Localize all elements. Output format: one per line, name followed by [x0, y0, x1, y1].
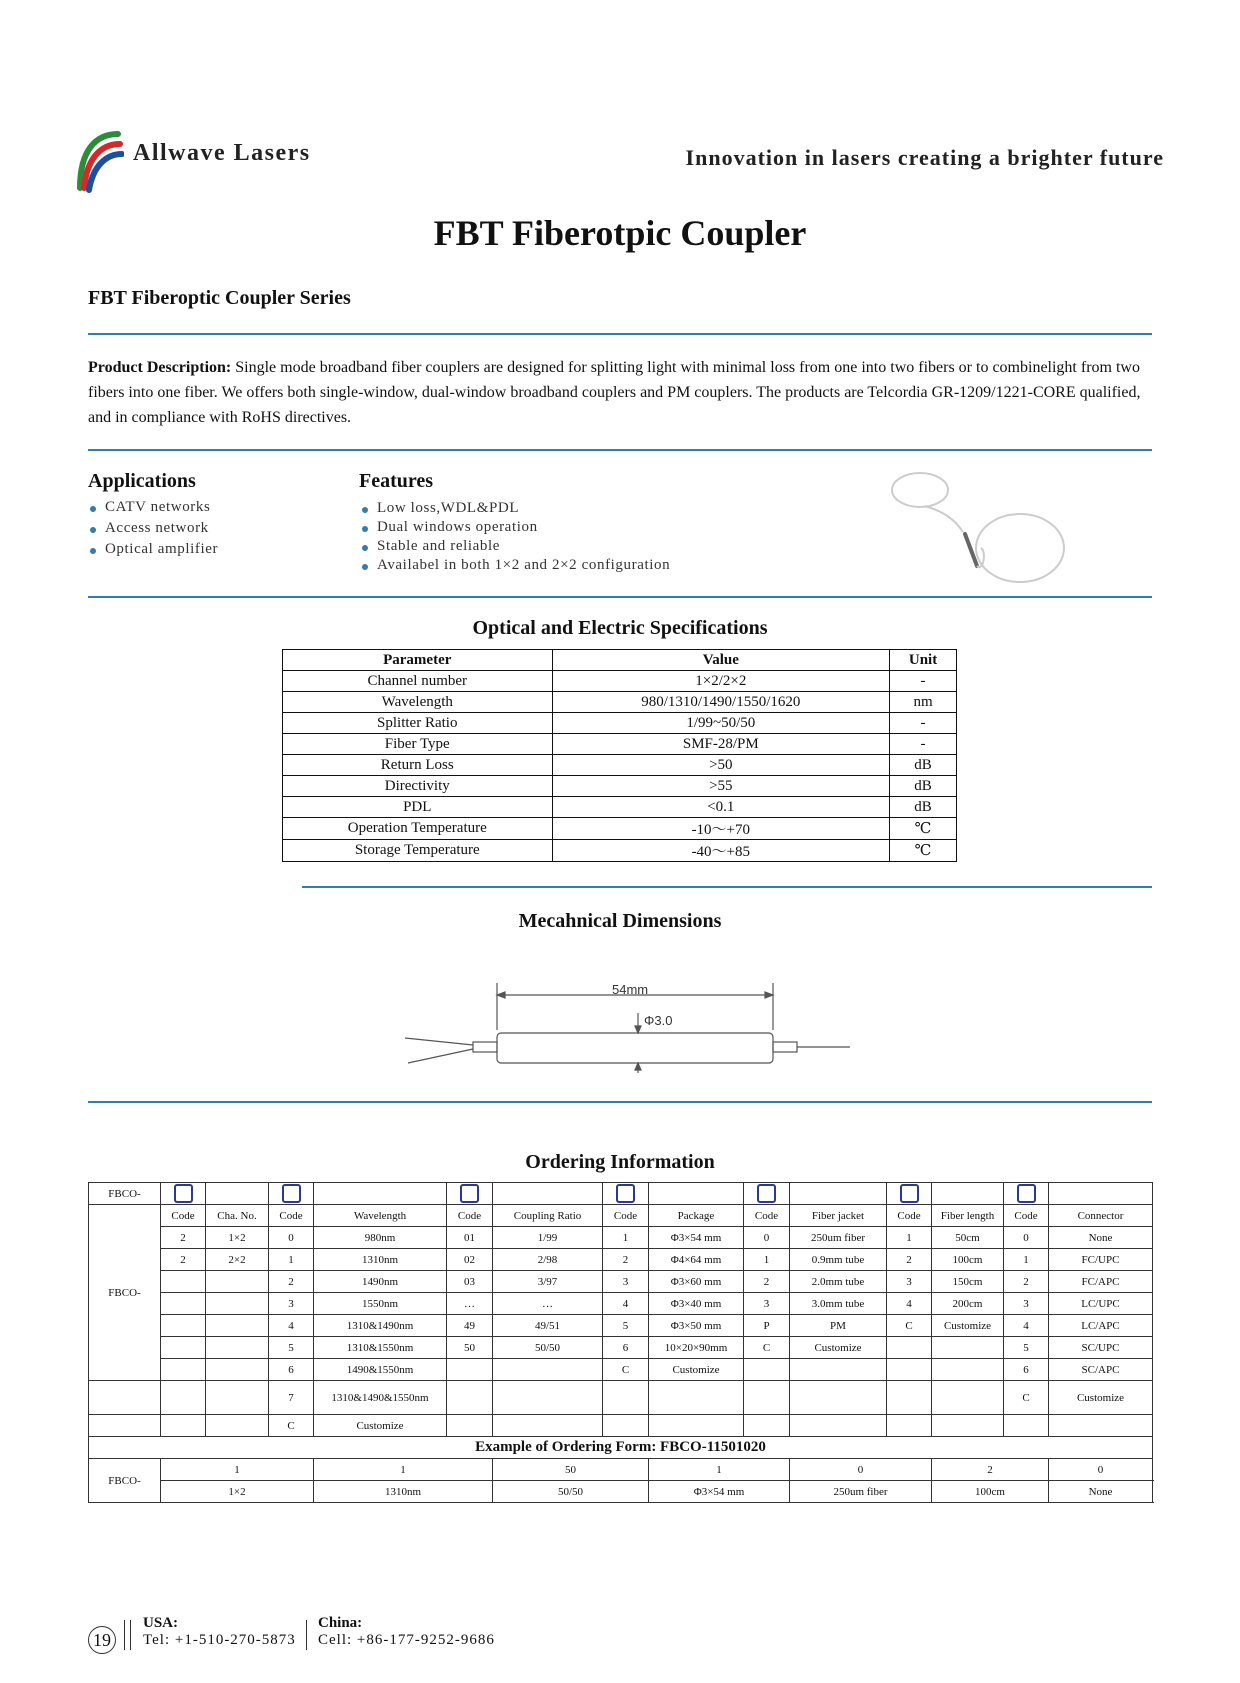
table-header: Code	[603, 1205, 649, 1227]
table-cell: 980/1310/1490/1550/1620	[552, 692, 890, 713]
table-cell	[161, 1315, 206, 1337]
table-cell: Storage Temperature	[283, 840, 553, 862]
example-title-row	[89, 1437, 1153, 1459]
list-item: CATV networks	[88, 499, 218, 520]
usa-contact	[143, 1615, 296, 1649]
table-cell: 3	[603, 1271, 649, 1293]
table-cell: Φ4×64 mm	[649, 1249, 744, 1271]
coupler-product-image	[885, 462, 1070, 587]
table-cell: -	[890, 734, 957, 755]
table-cell	[206, 1337, 269, 1359]
table-header: Code	[447, 1205, 493, 1227]
table-cell: LC/APC	[1049, 1315, 1153, 1337]
table-row	[89, 1359, 1153, 1381]
table-cell: 100cm	[932, 1249, 1004, 1271]
code-checkbox[interactable]	[900, 1184, 919, 1203]
table-cell: 1	[744, 1249, 790, 1271]
table-cell: None	[1049, 1227, 1153, 1249]
checkbox-cell	[1004, 1183, 1049, 1205]
table-cell: 0.9mm tube	[790, 1249, 887, 1271]
features-heading: Features	[359, 470, 434, 492]
table-row	[89, 1337, 1153, 1359]
tagline: Innovation in lasers creating a brighter future	[685, 145, 1164, 170]
table-cell: 1	[603, 1227, 649, 1249]
table-cell: 50/50	[493, 1481, 649, 1503]
code-checkbox[interactable]	[757, 1184, 776, 1203]
table-cell: 2	[744, 1271, 790, 1293]
table-header: Value	[552, 650, 890, 671]
specs-title: Optical and Electric Specifications	[472, 617, 768, 639]
table-cell: 4	[1004, 1315, 1049, 1337]
table-cell: …	[493, 1293, 603, 1315]
table-row	[283, 755, 957, 776]
table-row	[89, 1183, 1153, 1205]
divider	[88, 449, 1152, 451]
table-cell	[1049, 1183, 1153, 1205]
table-cell	[887, 1415, 932, 1437]
table-row	[89, 1481, 1153, 1503]
table-cell: 1/99	[493, 1227, 603, 1249]
table-cell: 01	[447, 1227, 493, 1249]
series-title: FBT Fiberoptic Coupler Series	[88, 287, 351, 309]
table-cell: 2×2	[206, 1249, 269, 1271]
table-cell	[932, 1359, 1004, 1381]
table-cell	[493, 1381, 603, 1415]
checkbox-cell	[161, 1183, 206, 1205]
table-header: Coupling Ratio	[493, 1205, 603, 1227]
prefix-cell: FBCO-	[89, 1459, 161, 1503]
table-cell: 1×2	[206, 1227, 269, 1249]
table-cell: 150cm	[932, 1271, 1004, 1293]
table-cell: >50	[552, 755, 890, 776]
table-cell: dB	[890, 797, 957, 818]
table-cell: 0	[1004, 1227, 1049, 1249]
table-cell	[206, 1415, 269, 1437]
table-cell: Customize	[1049, 1381, 1153, 1415]
divider	[88, 1101, 1152, 1103]
checkbox-cell	[269, 1183, 314, 1205]
table-cell	[493, 1183, 603, 1205]
table-cell: 02	[447, 1249, 493, 1271]
table-cell	[790, 1183, 887, 1205]
table-cell: 3/97	[493, 1271, 603, 1293]
usa-phone: Tel: +1-510-270-5873	[143, 1632, 296, 1648]
table-header: Code	[269, 1205, 314, 1227]
table-cell: 1310&1490&1550nm	[314, 1381, 447, 1415]
table-cell: Φ3×54 mm	[649, 1481, 790, 1503]
company-logo	[74, 128, 124, 200]
mechanical-title: Mecahnical Dimensions	[518, 910, 722, 932]
table-header: Code	[744, 1205, 790, 1227]
table-row	[283, 840, 957, 862]
table-cell: 1550nm	[314, 1293, 447, 1315]
list-item: Availabel in both 1×2 and 2×2 configuration	[360, 557, 670, 576]
table-row	[89, 1227, 1153, 1249]
table-cell: 0	[790, 1459, 932, 1481]
table-cell	[161, 1293, 206, 1315]
footer-separator	[124, 1620, 131, 1650]
table-cell: -40～+85	[552, 840, 890, 862]
china-phone: Cell: +86-177-9252-9686	[318, 1632, 495, 1648]
table-cell: 3.0mm tube	[790, 1293, 887, 1315]
table-cell: C	[269, 1415, 314, 1437]
table-cell: Splitter Ratio	[283, 713, 553, 734]
table-cell	[649, 1415, 744, 1437]
divider	[88, 333, 1152, 335]
table-cell: 200cm	[932, 1293, 1004, 1315]
table-cell: 980nm	[314, 1227, 447, 1249]
table-row	[89, 1459, 1153, 1481]
table-cell: 1×2/2×2	[552, 671, 890, 692]
table-cell: C	[1004, 1381, 1049, 1415]
table-cell	[314, 1183, 447, 1205]
table-cell: 0	[1049, 1459, 1153, 1481]
table-header: Code	[1004, 1205, 1049, 1227]
table-cell	[161, 1337, 206, 1359]
table-cell	[744, 1415, 790, 1437]
table-cell: 7	[269, 1381, 314, 1415]
table-header: Parameter	[283, 650, 553, 671]
table-cell: 4	[887, 1293, 932, 1315]
features-list	[360, 500, 670, 576]
company-name: Allwave Lasers	[133, 140, 311, 166]
table-cell: 5	[603, 1315, 649, 1337]
table-cell: 100cm	[932, 1481, 1049, 1503]
table-cell: 1310&1550nm	[314, 1337, 447, 1359]
table-cell: 3	[269, 1293, 314, 1315]
table-cell: 2	[887, 1249, 932, 1271]
mechanical-drawing	[400, 975, 860, 1085]
table-header: Wavelength	[314, 1205, 447, 1227]
table-cell: dB	[890, 776, 957, 797]
description-label: Product Description:	[88, 359, 232, 376]
table-cell	[206, 1271, 269, 1293]
table-cell: …	[447, 1293, 493, 1315]
page-title: FBT Fiberotpic Coupler	[433, 213, 807, 253]
table-cell: C	[744, 1337, 790, 1359]
table-cell: -	[890, 713, 957, 734]
table-cell	[649, 1183, 744, 1205]
table-header-row	[89, 1205, 1153, 1227]
table-cell: 4	[603, 1293, 649, 1315]
table-cell: Channel number	[283, 671, 553, 692]
table-cell: 2/98	[493, 1249, 603, 1271]
table-row	[89, 1415, 1153, 1437]
table-cell	[932, 1183, 1004, 1205]
table-row	[89, 1249, 1153, 1271]
table-cell: 49	[447, 1315, 493, 1337]
table-cell: Operation Temperature	[283, 818, 553, 840]
table-cell: Customize	[314, 1415, 447, 1437]
table-cell	[206, 1315, 269, 1337]
table-cell	[887, 1381, 932, 1415]
list-item: Stable and reliable	[360, 538, 670, 557]
table-cell: 50	[447, 1337, 493, 1359]
table-cell: 5	[269, 1337, 314, 1359]
table-cell: SC/APC	[1049, 1359, 1153, 1381]
list-item: Dual windows operation	[360, 519, 670, 538]
table-cell: 6	[1004, 1359, 1049, 1381]
code-checkbox[interactable]	[1017, 1184, 1036, 1203]
prefix-cell: FBCO-	[89, 1205, 161, 1381]
table-cell: SC/UPC	[1049, 1337, 1153, 1359]
table-cell	[1049, 1415, 1153, 1437]
table-cell: LC/UPC	[1049, 1293, 1153, 1315]
table-header: Fiber jacket	[790, 1205, 887, 1227]
table-cell	[89, 1415, 161, 1437]
table-cell: 1	[887, 1227, 932, 1249]
applications-heading: Applications	[88, 470, 196, 492]
table-cell: 50	[493, 1459, 649, 1481]
table-cell: 1×2	[161, 1481, 314, 1503]
table-cell: 1310nm	[314, 1481, 493, 1503]
table-cell: -	[890, 671, 957, 692]
table-cell	[493, 1415, 603, 1437]
table-cell	[603, 1415, 649, 1437]
specs-table	[282, 649, 957, 862]
table-cell: SMF-28/PM	[552, 734, 890, 755]
table-row	[89, 1271, 1153, 1293]
table-cell	[161, 1359, 206, 1381]
table-cell: >55	[552, 776, 890, 797]
table-header: Code	[887, 1205, 932, 1227]
table-cell: Φ3×60 mm	[649, 1271, 744, 1293]
table-cell: 6	[603, 1337, 649, 1359]
table-cell: 03	[447, 1271, 493, 1293]
checkbox-cell	[887, 1183, 932, 1205]
table-cell: 0	[744, 1227, 790, 1249]
list-item: Low loss,WDL&PDL	[360, 500, 670, 519]
code-checkbox[interactable]	[174, 1184, 193, 1203]
table-cell	[161, 1381, 206, 1415]
table-cell	[206, 1183, 269, 1205]
china-label: China:	[318, 1615, 363, 1631]
checkbox-cell	[744, 1183, 790, 1205]
table-cell: Fiber Type	[283, 734, 553, 755]
table-cell: P	[744, 1315, 790, 1337]
table-cell: 1	[314, 1459, 493, 1481]
table-cell: <0.1	[552, 797, 890, 818]
table-cell: 1	[1004, 1249, 1049, 1271]
table-cell: 5	[1004, 1337, 1049, 1359]
table-cell	[887, 1337, 932, 1359]
table-cell: 1	[269, 1249, 314, 1271]
table-row	[283, 713, 957, 734]
table-cell	[447, 1381, 493, 1415]
table-cell: Wavelength	[283, 692, 553, 713]
code-checkbox[interactable]	[282, 1184, 301, 1203]
table-header: Cha. No.	[206, 1205, 269, 1227]
table-cell: C	[603, 1359, 649, 1381]
table-cell: 1310&1490nm	[314, 1315, 447, 1337]
table-cell: None	[1049, 1481, 1153, 1503]
table-cell: nm	[890, 692, 957, 713]
table-cell: Return Loss	[283, 755, 553, 776]
table-cell	[206, 1381, 269, 1415]
table-cell	[161, 1415, 206, 1437]
table-cell	[649, 1381, 744, 1415]
china-contact	[318, 1615, 495, 1649]
table-cell: Customize	[649, 1359, 744, 1381]
table-cell: dB	[890, 755, 957, 776]
table-cell	[932, 1415, 1004, 1437]
table-cell	[161, 1271, 206, 1293]
table-cell	[887, 1359, 932, 1381]
table-cell	[447, 1415, 493, 1437]
product-description	[88, 355, 1158, 430]
table-cell	[790, 1359, 887, 1381]
example-title: Example of Ordering Form: FBCO-11501020	[89, 1437, 1153, 1459]
table-cell	[790, 1415, 887, 1437]
table-cell: 10×20×90mm	[649, 1337, 744, 1359]
table-cell: 2	[161, 1249, 206, 1271]
table-cell: 2	[161, 1227, 206, 1249]
ordering-table	[88, 1182, 1153, 1503]
checkbox-cell	[447, 1183, 493, 1205]
table-cell: 4	[269, 1315, 314, 1337]
table-cell: 1490nm	[314, 1271, 447, 1293]
table-cell: 3	[887, 1271, 932, 1293]
table-cell: 250um fiber	[790, 1481, 932, 1503]
table-header: Code	[161, 1205, 206, 1227]
table-cell	[603, 1381, 649, 1415]
table-cell: FC/APC	[1049, 1271, 1153, 1293]
table-cell: 50/50	[493, 1337, 603, 1359]
table-row	[283, 692, 957, 713]
table-row	[89, 1293, 1153, 1315]
table-cell: 250um fiber	[790, 1227, 887, 1249]
table-cell: Customize	[932, 1315, 1004, 1337]
table-cell	[790, 1381, 887, 1415]
table-cell: 0	[269, 1227, 314, 1249]
table-cell: Φ3×50 mm	[649, 1315, 744, 1337]
table-row	[283, 776, 957, 797]
page-number: 19	[88, 1626, 116, 1654]
table-cell: 1490&1550nm	[314, 1359, 447, 1381]
table-cell: C	[887, 1315, 932, 1337]
table-cell: ℃	[890, 840, 957, 862]
checkbox-cell	[603, 1183, 649, 1205]
table-cell: 2	[269, 1271, 314, 1293]
table-cell: Φ3×40 mm	[649, 1293, 744, 1315]
table-cell: 1	[649, 1459, 790, 1481]
list-item: Access network	[88, 520, 218, 541]
table-row	[283, 818, 957, 840]
code-checkbox[interactable]	[616, 1184, 635, 1203]
table-cell: 3	[1004, 1293, 1049, 1315]
footer-separator	[306, 1620, 307, 1650]
table-header: Connector	[1049, 1205, 1153, 1227]
table-cell	[1004, 1415, 1049, 1437]
divider	[302, 886, 1152, 888]
table-cell: Φ3×54 mm	[649, 1227, 744, 1249]
table-cell	[89, 1381, 161, 1415]
table-header: Unit	[890, 650, 957, 671]
table-cell: 2	[932, 1459, 1049, 1481]
table-cell	[493, 1359, 603, 1381]
table-cell: ℃	[890, 818, 957, 840]
ordering-title: Ordering Information	[525, 1151, 715, 1173]
table-row	[283, 671, 957, 692]
table-header: Fiber length	[932, 1205, 1004, 1227]
table-cell: 1	[161, 1459, 314, 1481]
table-header-row	[283, 650, 957, 671]
table-cell: -10～+70	[552, 818, 890, 840]
description-text: Single mode broadband fiber couplers are designed for splitting light with minimal loss from one into two fibers or to combinelight from two fibers into one fiber. We offers both single-window, dual-window broadband couplers and PM couplers. The products are Telcordia GR-1209/1221-CORE qualified, and in compliance with RoHS directives.	[88, 359, 1141, 426]
usa-label: USA:	[143, 1615, 179, 1631]
table-cell: 2	[1004, 1271, 1049, 1293]
table-cell: PM	[790, 1315, 887, 1337]
table-row	[89, 1381, 1153, 1415]
length-label: 54mm	[612, 982, 649, 997]
table-cell: 6	[269, 1359, 314, 1381]
diameter-label: Φ3.0	[644, 1013, 673, 1028]
divider	[88, 596, 1152, 598]
table-header: Package	[649, 1205, 744, 1227]
table-cell	[206, 1359, 269, 1381]
table-cell	[932, 1381, 1004, 1415]
table-cell: 49/51	[493, 1315, 603, 1337]
table-row	[89, 1315, 1153, 1337]
table-row	[283, 734, 957, 755]
table-cell	[206, 1293, 269, 1315]
table-cell: FC/UPC	[1049, 1249, 1153, 1271]
table-cell: 3	[744, 1293, 790, 1315]
table-cell	[932, 1337, 1004, 1359]
table-cell: 50cm	[932, 1227, 1004, 1249]
table-cell: 2	[603, 1249, 649, 1271]
table-cell: PDL	[283, 797, 553, 818]
table-cell: 1310nm	[314, 1249, 447, 1271]
table-cell: 2.0mm tube	[790, 1271, 887, 1293]
code-checkbox[interactable]	[460, 1184, 479, 1203]
table-cell	[744, 1381, 790, 1415]
prefix-cell: FBCO-	[89, 1183, 161, 1205]
table-cell: Directivity	[283, 776, 553, 797]
table-cell	[744, 1359, 790, 1381]
list-item: Optical amplifier	[88, 541, 218, 562]
table-cell: Customize	[790, 1337, 887, 1359]
table-cell	[447, 1359, 493, 1381]
applications-list	[88, 499, 218, 562]
table-cell: 1/99~50/50	[552, 713, 890, 734]
table-row	[283, 797, 957, 818]
